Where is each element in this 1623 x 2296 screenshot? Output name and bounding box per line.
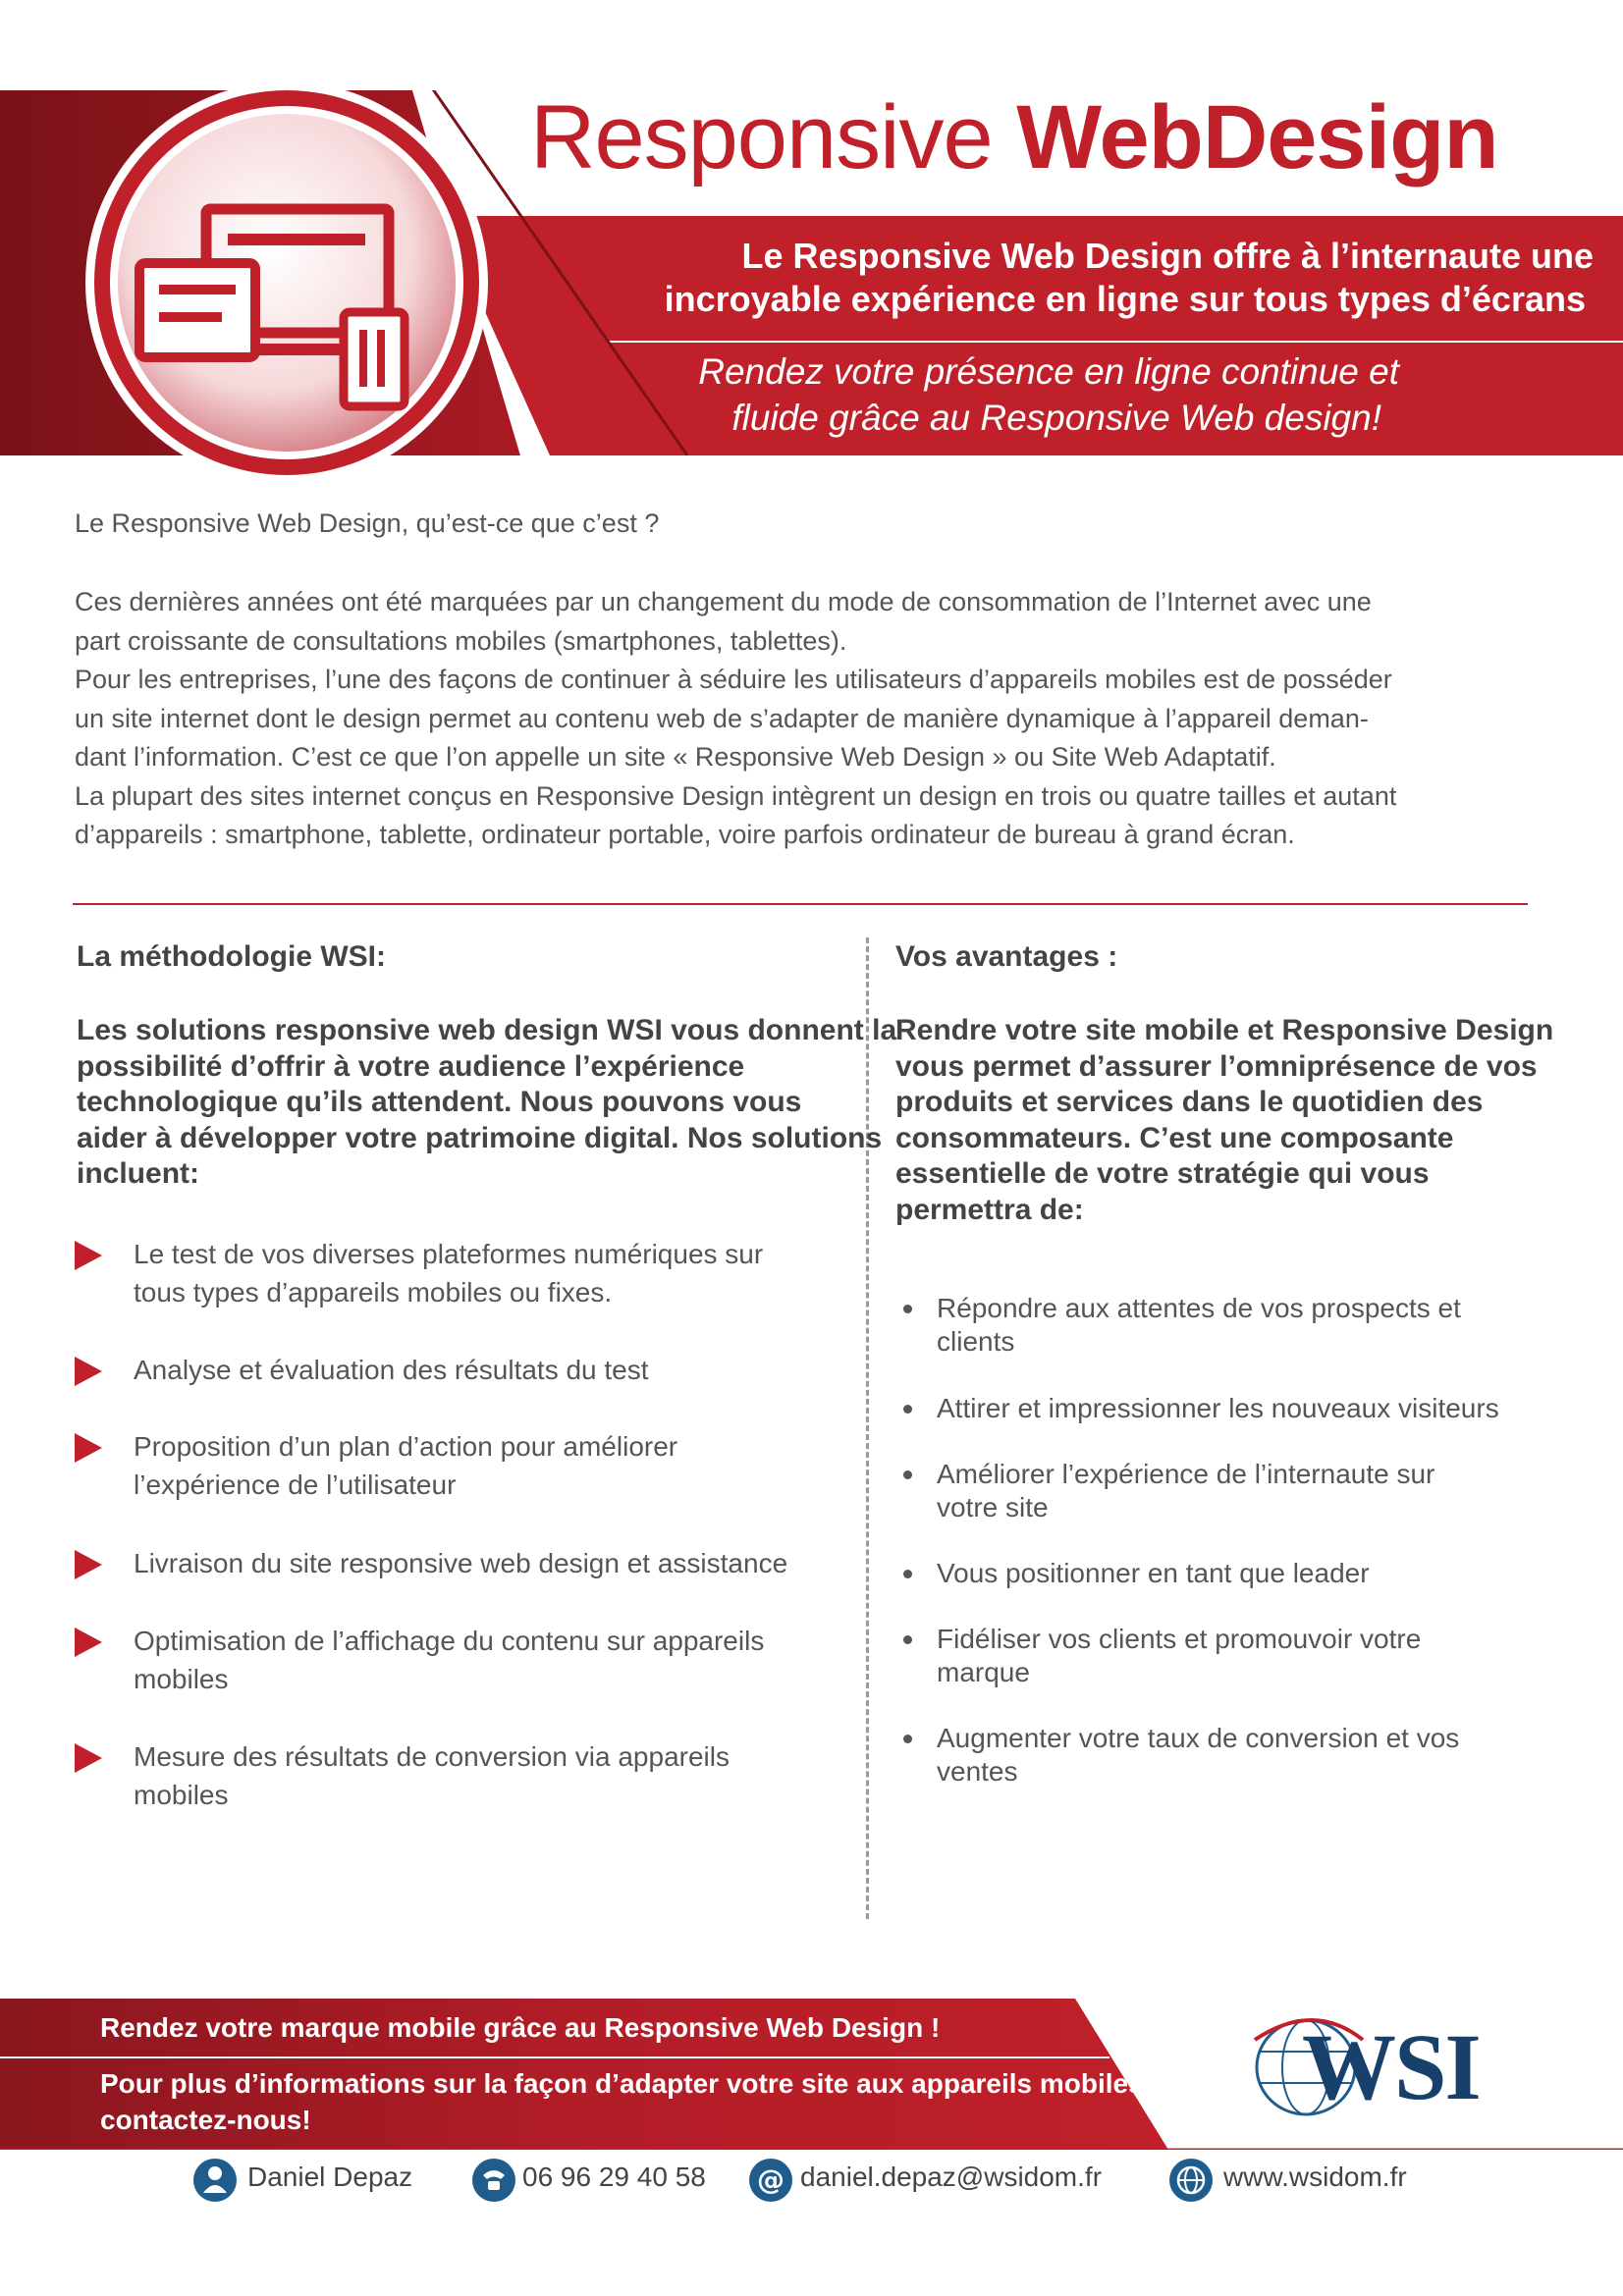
arrow-icon — [75, 1241, 102, 1270]
section-divider — [73, 903, 1528, 905]
item-line: tous types d’appareils mobiles ou fixes. — [134, 1277, 613, 1308]
lead-line: possibilité d’offrir à votre audience l’expérience — [77, 1049, 745, 1083]
bullet-icon — [903, 1305, 912, 1313]
title-bold: WebDesign — [1016, 87, 1498, 187]
intro-line: Ces dernières années ont été marquées par un changement du mode de consommation de l’Internet avec une — [75, 587, 1372, 616]
intro-line: Pour les entreprises, l’une des façons de continuer à séduire les utilisateurs d’appareils mobiles est de posséder — [75, 665, 1392, 694]
contact-email[interactable]: daniel.depaz@wsidom.fr — [800, 2162, 1103, 2192]
title-light: Responsive — [530, 87, 1017, 187]
bullet-icon — [903, 1470, 912, 1479]
item-line: Fidéliser vos clients et promouvoir votre — [937, 1624, 1422, 1654]
advantages-title: Vos avantages : — [895, 940, 1118, 973]
arrow-icon — [75, 1433, 102, 1463]
item-line: votre site — [937, 1492, 1049, 1522]
item-line: mobiles — [134, 1780, 229, 1810]
item-line: Améliorer l’expérience de l’internaute sur — [937, 1459, 1435, 1489]
item-line: Vous positionner en tant que leader — [937, 1558, 1370, 1588]
item-line: ventes — [937, 1756, 1018, 1787]
person-icon — [192, 2158, 238, 2203]
contact-name: Daniel Depaz — [247, 2162, 413, 2192]
arrow-icon — [75, 1357, 102, 1386]
globe-icon — [1168, 2158, 1214, 2203]
lead-line: aider à développer votre patrimoine digital. Nos solutions — [77, 1121, 883, 1154]
intro-line: La plupart des sites internet conçus en Responsive Design intègrent un design en trois ou quatre tailles et autant — [75, 780, 1397, 811]
banner-tagline-1: Le Responsive Web Design offre à l’internaute une — [741, 236, 1594, 276]
arrow-icon — [75, 1550, 102, 1579]
footer-headline: Rendez votre marque mobile grâce au Responsive Web Design ! — [100, 2012, 941, 2043]
wsi-logo-text: WSI — [1302, 2014, 1480, 2119]
arrow-icon — [75, 1743, 102, 1773]
item-line: Optimisation de l’affichage du contenu sur appareils — [134, 1626, 765, 1656]
methodology-lead — [77, 1013, 896, 1193]
page-title — [530, 86, 1498, 189]
intro-line: un site internet dont le design permet au contenu web de s’adapter de manière dynamique à l’appareil deman- — [75, 703, 1369, 733]
item-line: Répondre aux attentes de vos prospects et — [937, 1293, 1461, 1323]
lead-line: incluent: — [77, 1157, 199, 1190]
item-line: l’expérience de l’utilisateur — [134, 1469, 457, 1500]
item-line: Mesure des résultats de conversion via appareils — [134, 1741, 730, 1772]
bullet-icon — [903, 1570, 912, 1578]
footer-cta-line: Pour plus d’informations sur la façon d’adapter votre site aux appareils mobiles, — [100, 2068, 1152, 2099]
item-line: Livraison du site responsive web design et assistance — [134, 1548, 788, 1578]
banner-italic-1: Rendez votre présence en ligne continue et — [698, 351, 1399, 392]
item-line: Augmenter votre taux de conversion et vos — [937, 1723, 1460, 1753]
lead-line: permettra de: — [895, 1193, 1084, 1226]
contact-phone[interactable]: 06 96 29 40 58 — [522, 2162, 706, 2192]
bullet-icon — [903, 1405, 912, 1414]
item-line: marque — [937, 1657, 1030, 1687]
item-line: Attirer et impressionner les nouveaux visiteurs — [937, 1393, 1499, 1423]
item-line: clients — [937, 1326, 1015, 1357]
contact-website[interactable]: www.wsidom.fr — [1223, 2162, 1407, 2192]
footer-cta — [100, 2065, 1151, 2138]
footer-cta-line: contactez-nous! — [100, 2105, 311, 2135]
item-line: Analyse et évaluation des résultats du test — [134, 1355, 649, 1385]
lead-line: essentielle de votre stratégie qui vous — [895, 1157, 1430, 1190]
at-icon — [748, 2158, 793, 2203]
item-line: Proposition d’un plan d’action pour améliorer — [134, 1431, 678, 1462]
item-line: mobiles — [134, 1664, 229, 1694]
bullet-icon — [903, 1635, 912, 1644]
lead-line: Rendre votre site mobile et Responsive Design — [895, 1014, 1554, 1046]
lead-line: produits et services dans le quotidien des — [895, 1086, 1484, 1118]
intro-paragraph — [75, 583, 1547, 855]
advantages-lead — [895, 1013, 1553, 1228]
arrow-icon — [75, 1628, 102, 1657]
banner-italic-2: fluide grâce au Responsive Web design! — [731, 398, 1381, 438]
lead-line: consommateurs. C’est une composante — [895, 1121, 1454, 1154]
intro-line: dant l’information. C’est ce que l’on appelle un site « Responsive Web Design » ou Site Web Adaptatif. — [75, 742, 1276, 772]
methodology-title: La méthodologie WSI: — [77, 940, 386, 973]
intro-question: Le Responsive Web Design, qu’est-ce que c’est ? — [75, 508, 660, 538]
banner-tagline-2: incroyable expérience en ligne sur tous types d’écrans — [664, 279, 1586, 319]
lead-line: Les solutions responsive web design WSI vous donnent la — [77, 1014, 897, 1046]
svg-text:@: @ — [757, 2163, 784, 2196]
item-line: Le test de vos diverses plateformes numériques sur — [134, 1239, 764, 1269]
bullet-icon — [903, 1735, 912, 1743]
phone-icon — [471, 2158, 516, 2203]
devices-illustration — [81, 77, 493, 489]
wsi-logo — [1245, 2010, 1510, 2118]
intro-line: d’appareils : smartphone, tablette, ordinateur portable, voire parfois ordinateur de bureau à grand écran. — [75, 820, 1295, 849]
lead-line: vous permet d’assurer l’omniprésence de vos — [895, 1049, 1538, 1083]
intro-line: part croissante de consultations mobiles (smartphones, tablettes). — [75, 625, 847, 656]
lead-line: technologique qu’ils attendent. Nous pouvons vous — [77, 1086, 802, 1118]
